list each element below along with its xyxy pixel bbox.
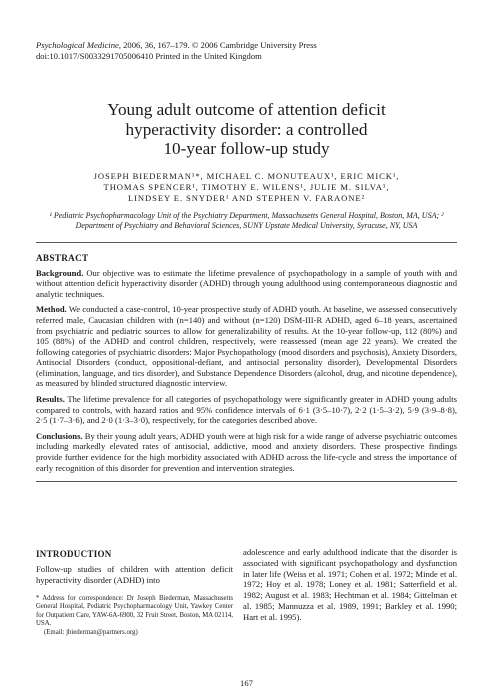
title-line-1: Young adult outcome of attention deficit (107, 100, 386, 119)
page-number: 167 (240, 678, 253, 688)
abstract-results (36, 394, 457, 426)
left-column (36, 547, 233, 638)
abstract-heading: ABSTRACT (36, 252, 89, 263)
method-label: Method. (36, 304, 67, 315)
method-text: We conducted a case-control, 10-year prospective study of ADHD youth. At baseline, we assessed consecutively referred male, Caucasian children with (n=140) and without (n=120) DSM-III-R ADHD, aged 6–18 years, ascertained from psychiatric and pediatric sources to allow for generalizability of results. At the 10-year follow-up, 112 (80%) and 105 (88%) of the ADHD and control children, respectively, were reassessed (mean age 22 years). We created the following categories of psychiatric disorders: Major Psychopathology (mood disorders and psychosis), Anxiety Disorders, Antisocial Disorders (conduct, oppositional-defiant, and antisocial personality disorder), Developmental Disorders (elimination, language, and tics disorder), and Substance Dependence Disorders (alcohol, drug, and nicotine dependence), as measured by blinded structured diagnostic interview. (36, 304, 457, 389)
introduction-text: Follow-up studies of children with attention deficit hyperactivity disorder (ADHD) into (36, 564, 233, 585)
article-page (36, 40, 457, 482)
abstract-conclusions (36, 431, 457, 473)
abstract-method (36, 304, 457, 389)
correspondence-footnote (36, 595, 233, 638)
body-columns (36, 547, 457, 647)
introduction-heading: INTRODUCTION (36, 549, 112, 559)
journal-name: Psychological Medicine (36, 40, 119, 50)
article-title (36, 100, 457, 159)
abstract-background (36, 268, 457, 300)
top-rule (36, 242, 457, 243)
running-head-line1 (36, 40, 457, 51)
results-text: The lifetime prevalence for all categories of psychopathology were significantly greater in ADHD young adults compared to controls, with hazard ratios and 95% confidence intervals of 6·1 (3·5–10·7), 2·2 (1·5–3·2), 5·9 (3·9–8·8), 2·5 (1·7–3·6), and 2·0 (1·3–3·0), respectively, for the categories described above. (36, 394, 457, 426)
affiliations: ¹ Pediatric Psychopharmacology Unit of the Psychiatry Department, Massachusetts General Hospital, Boston, MA, USA; ² Department of Psychiatry and Behavioral Sciences, SUNY Upstate Medical University, Syracuse, NY, USA (49, 210, 444, 231)
introduction-continued: adolescence and early adulthood indicate that the disorder is associated with significant psychopathology and dysfunction in later life (Weiss et al. 1971; Cohen et al. 1972; Minde et al. 1972; Hoy et al. 1978; Loney et al. 1981; Satterfield et al. 1982; August et al. 1983; Hechtman et al. 1984; Gittelman et al. 1985; Mannuzza et al. 1989, 1991; Barkley et al. 1990; Hart et al. 1995). (243, 547, 457, 622)
bottom-rule (36, 481, 457, 482)
footnote-email: (Email: jbiederman@partners.org) (44, 628, 138, 636)
conclusions-label: Conclusions. (36, 430, 83, 441)
background-label: Background. (36, 267, 84, 278)
background-text: Our objective was to estimate the lifetime prevalence of psychopathology in a sample of youth with and without attention deficit hyperactivity disorder (ADHD) through young adulthood using contemporaneous diagnostic and analytic techniques. (36, 267, 457, 299)
author-list (36, 171, 457, 205)
running-head-line2: doi:10.1017/S0033291705006410 Printed in the United Kingdom (36, 51, 262, 61)
authors-line-1: JOSEPH BIEDERMAN¹*, MICHAEL C. MONUTEAUX¹, ERIC MICK¹, (93, 170, 400, 181)
title-line-2: hyperactivity disorder: a controlled (125, 119, 368, 139)
authors-line-2: THOMAS SPENCER¹, TIMOTHY E. WILENS¹, JULIE M. SILVA¹, (103, 181, 390, 192)
authors-line-3: LINDSEY E. SNYDER¹ AND STEPHEN V. FARAONE² (128, 193, 365, 204)
right-column (243, 547, 457, 623)
footnote-address: * Address for correspondence: Dr Joseph Biederman, Massachusetts General Hospital, Pediatric Psychopharmacology Unit, Yawkey Center for Outpatient Care, YAW-6A-6900, 32 Fruit Street, Boston, MA 02114, USA. (36, 594, 233, 628)
journal-details: , 2006, 36, 167–179. © 2006 Cambridge University Press (118, 40, 317, 50)
results-label: Results. (36, 394, 65, 405)
running-head (36, 40, 457, 62)
conclusions-text: By their young adult years, ADHD youth were at high risk for a wide range of adverse psychiatric outcomes including markedly elevated rates of antisocial, addictive, mood and anxiety disorders. These prospective findings provide further evidence for the high morbidity associated with ADHD across the life-cycle and stress the importance of early recognition of this disorder for prevention and intervention strategies. (36, 430, 457, 473)
title-line-3: 10-year follow-up study (163, 139, 330, 158)
